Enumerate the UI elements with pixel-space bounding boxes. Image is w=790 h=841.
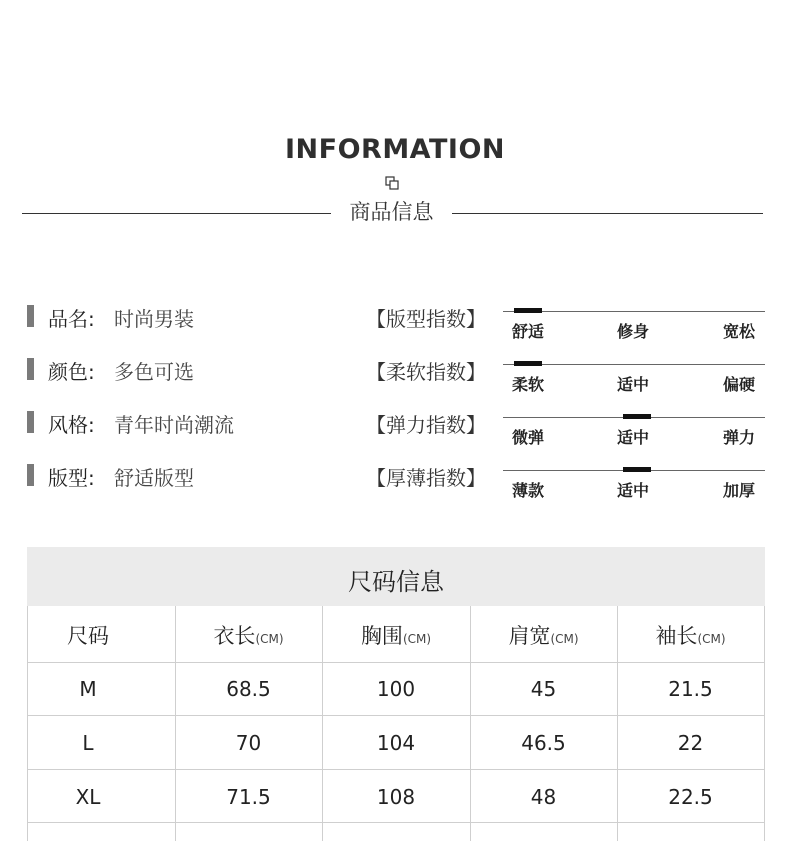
table-cell: L: [82, 731, 94, 755]
index-title-elasticity: 【弹力指数】: [366, 413, 486, 437]
grid-line: [764, 606, 765, 841]
info-label: 版型:: [48, 466, 95, 490]
grid-line: [27, 715, 765, 716]
table-cell: 104: [376, 731, 416, 755]
scale-label: 宽松: [723, 322, 756, 341]
index-scale-elasticity: [503, 417, 765, 457]
table-cell: 22: [677, 731, 704, 755]
bullet-bar: [27, 358, 34, 380]
table-cell: 100: [376, 677, 416, 701]
info-value: 舒适版型: [114, 466, 194, 490]
scale-marker: [623, 467, 651, 472]
info-label: 品名:: [48, 307, 95, 331]
table-cell: 108: [376, 785, 416, 809]
scale-label: 柔软: [512, 375, 545, 394]
section-subtitle: 商品信息: [349, 200, 434, 224]
divider-left: [22, 213, 331, 214]
table-cell: 48: [530, 785, 557, 809]
table-cell: XL: [75, 785, 101, 809]
column-header-shoulder: 肩宽(CM): [508, 624, 579, 648]
index-title-softness: 【柔软指数】: [366, 360, 486, 384]
column-header-length: 衣长(CM): [213, 624, 284, 648]
scale-label: 微弹: [512, 428, 545, 447]
table-cell: 46.5: [521, 731, 566, 755]
bullet-bar: [27, 305, 34, 327]
index-scale-fit: [503, 311, 765, 351]
scale-line: [503, 364, 765, 365]
index-title-thickness: 【厚薄指数】: [366, 466, 486, 490]
column-header-chest: 胸围(CM): [360, 624, 432, 648]
index-title-fit: 【版型指数】: [366, 307, 486, 331]
scale-marker: [514, 361, 542, 366]
scale-label: 适中: [617, 375, 650, 394]
overlap-squares-icon: [385, 176, 399, 190]
column-header-sleeve: 袖长(CM): [655, 624, 726, 648]
bullet-bar: [27, 464, 34, 486]
info-label: 颜色:: [48, 360, 95, 384]
table-cell: M: [79, 677, 97, 701]
scale-marker: [514, 308, 542, 313]
grid-line: [27, 662, 765, 663]
scale-line: [503, 311, 765, 312]
table-cell: 45: [530, 677, 557, 701]
size-table: [27, 606, 765, 841]
info-label: 风格:: [48, 413, 95, 437]
size-table-title: 尺码信息: [348, 568, 444, 596]
info-value: 青年时尚潮流: [114, 413, 234, 437]
bullet-bar: [27, 411, 34, 433]
table-cell: 68.5: [226, 677, 271, 701]
size-table-header: [27, 547, 765, 606]
info-value: 多色可选: [114, 360, 194, 384]
scale-label: 适中: [617, 481, 650, 500]
table-cell: 70: [235, 731, 262, 755]
grid-line: [27, 769, 765, 770]
scale-label: 加厚: [723, 481, 756, 500]
divider-right: [452, 213, 763, 214]
scale-label: 薄款: [512, 481, 545, 500]
scale-marker: [623, 414, 651, 419]
scale-label: 舒适: [512, 322, 545, 341]
index-scale-thickness: [503, 470, 765, 510]
table-cell: 22.5: [668, 785, 713, 809]
grid-line: [27, 822, 765, 823]
column-header-size: 尺码: [67, 624, 109, 648]
section-title: INFORMATION: [284, 134, 505, 165]
table-cell: 21.5: [668, 677, 713, 701]
scale-label: 修身: [617, 322, 650, 341]
table-cell: 71.5: [226, 785, 271, 809]
scale-label: 弹力: [723, 428, 756, 447]
scale-label: 偏硬: [723, 375, 756, 394]
index-scale-softness: [503, 364, 765, 404]
scale-label: 适中: [617, 428, 650, 447]
info-value: 时尚男装: [114, 307, 194, 331]
